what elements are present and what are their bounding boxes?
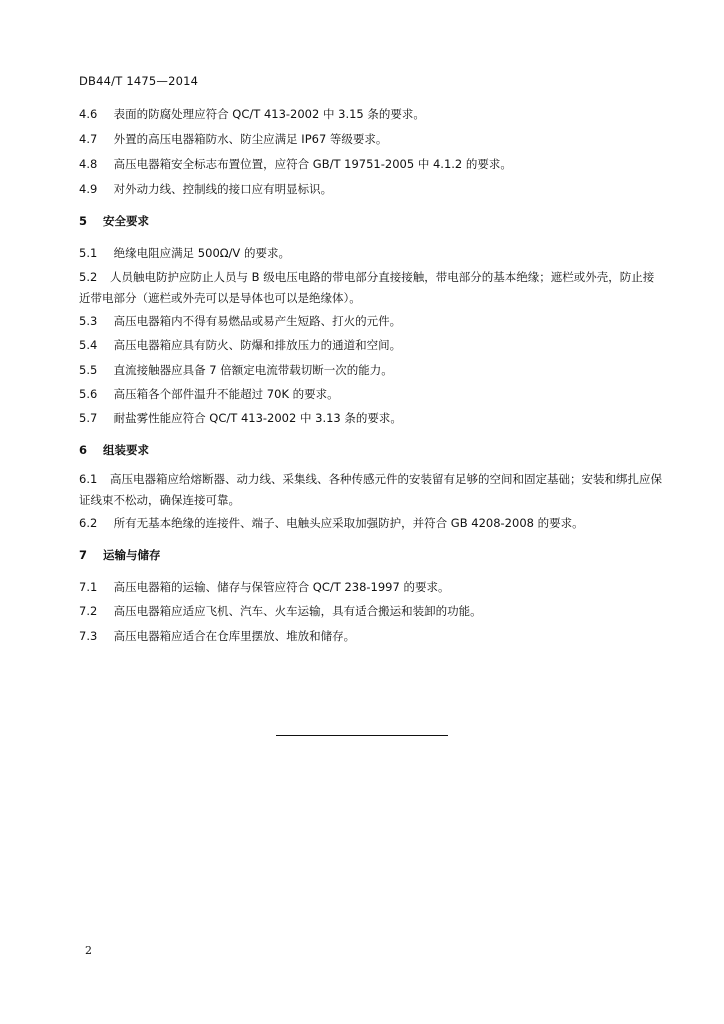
clause-text: 高压电器箱的运输、储存与保管应符合 QC/T 238-1997 的要求。 (113, 580, 450, 594)
section-title: 组装要求 (103, 443, 150, 457)
clause-5-5 (79, 360, 659, 381)
clause-number: 7.2 (79, 604, 98, 618)
section-title: 运输与储存 (103, 548, 161, 562)
clause-number: 5.7 (79, 411, 98, 425)
clause-text: 高压电器箱安全标志布置位置，应符合 GB/T 19751-2005 中 4.1.2 的要求。 (113, 157, 512, 171)
clause-6-2 (79, 513, 659, 534)
section-number: 7 (79, 548, 88, 562)
clause-5-2 (79, 267, 664, 309)
clause-7-1 (79, 577, 659, 598)
clause-4-7 (79, 129, 659, 150)
section-number: 5 (79, 214, 88, 228)
clause-6-1 (79, 469, 664, 511)
clause-number: 5.4 (79, 338, 98, 352)
clause-number: 4.7 (79, 132, 98, 146)
clause-text: 绝缘电阻应满足 500Ω/V 的要求。 (113, 246, 290, 260)
clause-5-1 (79, 243, 659, 264)
clause-text: 外置的高压电器箱防水、防尘应满足 IP67 等级要求。 (113, 132, 388, 146)
clause-text: 高压电器箱应具有防火、防爆和排放压力的通道和空间。 (113, 338, 402, 352)
clause-number: 7.3 (79, 629, 98, 643)
section-number: 6 (79, 443, 88, 457)
clause-7-2 (79, 601, 659, 622)
clause-7-3 (79, 626, 659, 647)
clause-number: 7.1 (79, 580, 98, 594)
clause-text: 高压电器箱内不得有易燃品或易产生短路、打火的元件。 (113, 314, 402, 328)
end-rule (276, 735, 448, 736)
clause-4-8 (79, 154, 659, 175)
section-6-heading (79, 442, 149, 458)
page-number: 2 (85, 944, 92, 957)
clause-number: 4.9 (79, 182, 98, 196)
clause-text: 所有无基本绝缘的连接件、端子、电触头应采取加强防护，并符合 GB 4208-2008 的要求。 (113, 516, 584, 530)
clause-number: 5.3 (79, 314, 98, 328)
clause-number: 4.8 (79, 157, 98, 171)
clause-text: 高压电器箱应适合在仓库里摆放、堆放和储存。 (113, 629, 356, 643)
clause-text: 高压电器箱应适应飞机、汽车、火车运输，具有适合搬运和装卸的功能。 (113, 604, 482, 618)
clause-number: 6.2 (79, 516, 98, 530)
clause-text: 高压电器箱应给熔断器、动力线、采集线、各种传感元件的安装留有足够的空间和固定基础；安装和绑扎应保证线束不松动，确保连接可靠。 (79, 472, 662, 507)
clause-number: 5.6 (79, 387, 98, 401)
clause-number: 4.6 (79, 107, 98, 121)
clause-text: 人员触电防护应防止人员与 B 级电压电路的带电部分直接接触，带电部分的基本绝缘；遮栏或外壳，防止接近带电部分（遮栏或外壳可以是导体也可以是绝缘体）。 (79, 270, 655, 305)
clause-5-7 (79, 408, 659, 429)
clause-text: 高压箱各个部件温升不能超过 70K 的要求。 (113, 387, 339, 401)
section-5-heading (79, 213, 149, 229)
clause-text: 表面的防腐处理应符合 QC/T 413-2002 中 3.15 条的要求。 (113, 107, 425, 121)
clause-text: 耐盐雾性能应符合 QC/T 413-2002 中 3.13 条的要求。 (113, 411, 402, 425)
clause-text: 对外动力线、控制线的接口应有明显标识。 (113, 182, 333, 196)
clause-number: 5.5 (79, 363, 98, 377)
clause-5-3 (79, 311, 659, 332)
clause-number: 5.1 (79, 246, 98, 260)
document-id-header: DB44/T 1475—2014 (79, 74, 199, 88)
clause-number: 6.1 (79, 472, 98, 486)
clause-text: 直流接触器应具备 7 倍额定电流带载切断一次的能力。 (113, 363, 393, 377)
clause-number: 5.2 (79, 270, 98, 284)
clause-5-4 (79, 335, 659, 356)
clause-5-6 (79, 384, 659, 405)
clause-4-6 (79, 104, 659, 125)
section-7-heading (79, 547, 161, 563)
section-title: 安全要求 (103, 214, 150, 228)
clause-4-9 (79, 179, 659, 200)
